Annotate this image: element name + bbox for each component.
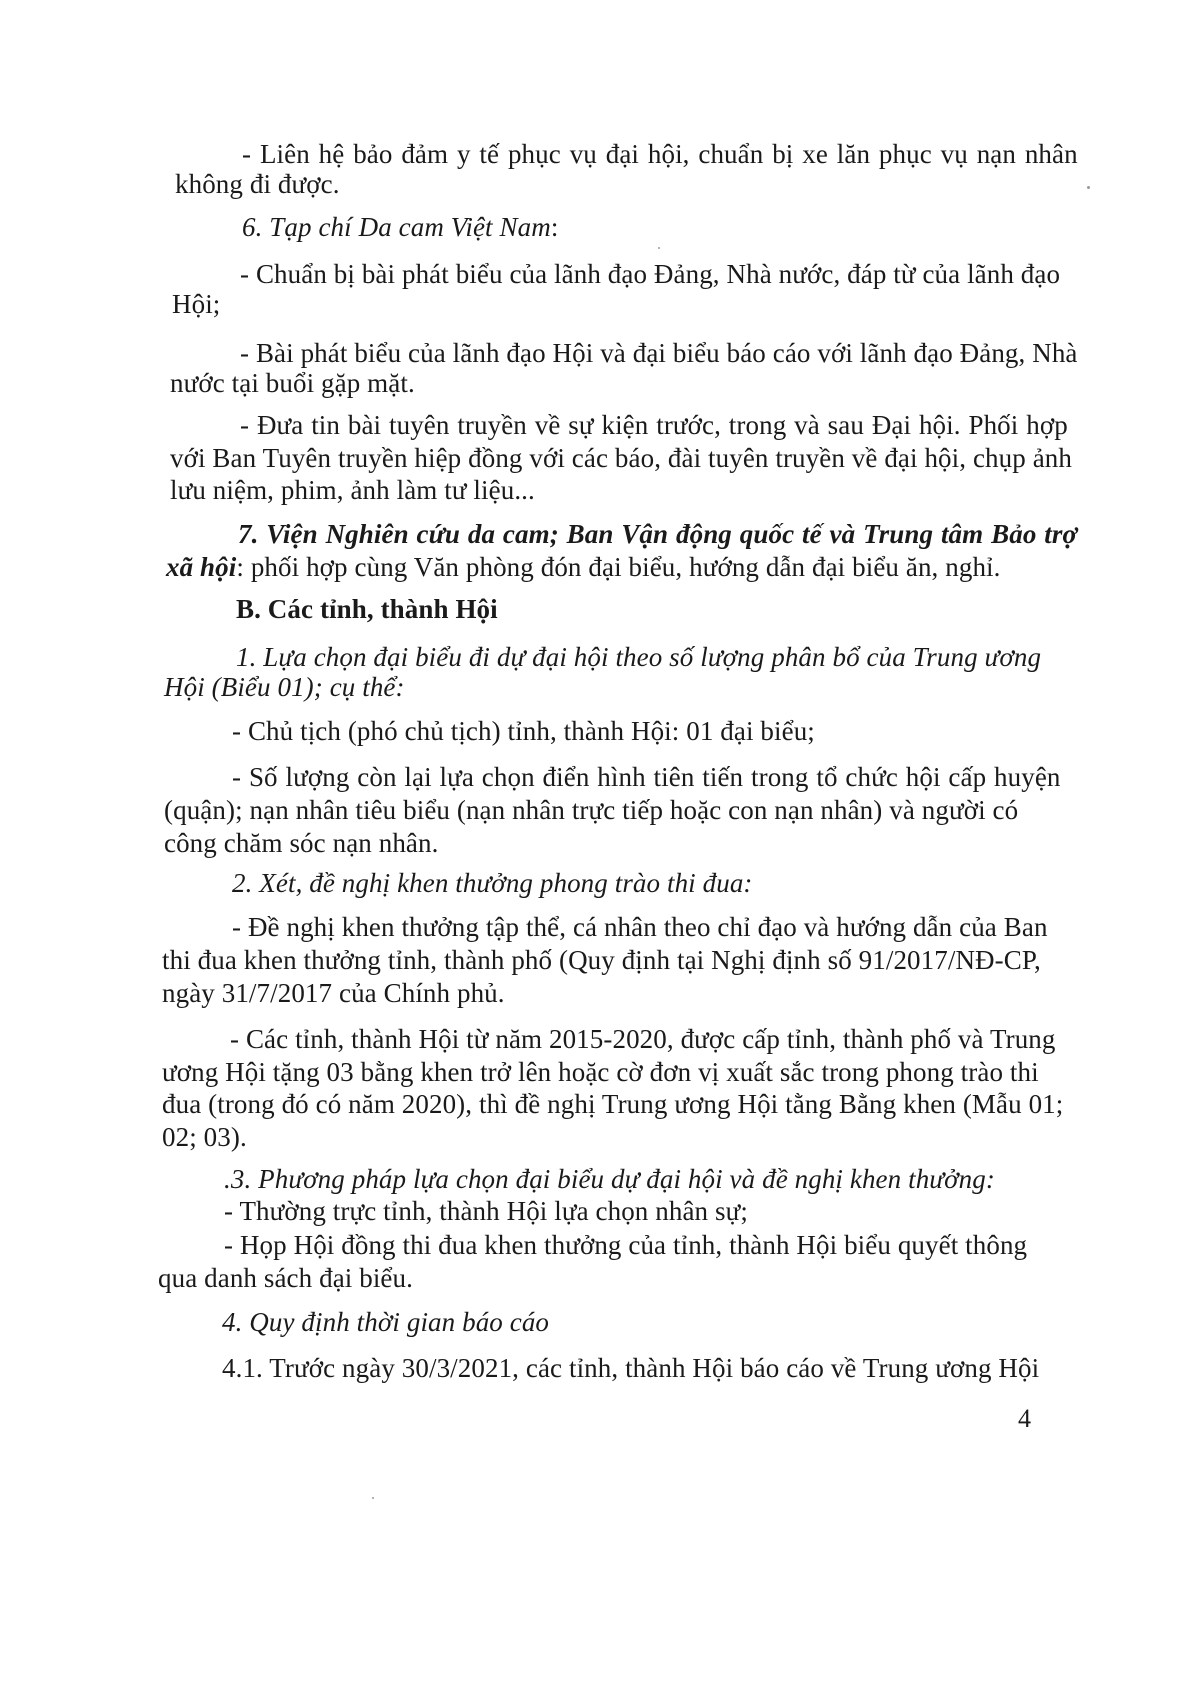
heading-6-colon: : <box>550 212 559 242</box>
line-l7: - Đưa tin bài tuyên truyền về sự kiện trước, trong và sau Đại hội. Phối hợp <box>240 410 1068 440</box>
b1-line2: Hội (Biểu 01); cụ thể: <box>164 672 405 702</box>
line-l8: với Ban Tuyên truyền hiệp đồng với các báo, đài tuyên truyền về đại hội, chụp ảnh <box>170 443 1072 473</box>
heading-7-line2 <box>166 550 1001 584</box>
line-l17: - Các tỉnh, thành Hội từ năm 2015-2020, được cấp tỉnh, thành phố và Trung <box>230 1024 1056 1054</box>
b2-heading: 2. Xét, đề nghị khen thưởng phong trào thi đua: <box>232 868 753 898</box>
b1-line1: 1. Lựa chọn đại biểu đi dự đại hội theo số lượng phân bổ của Trung ương <box>236 642 1042 672</box>
line-l14: - Đề nghị khen thưởng tập thể, cá nhân theo chỉ đạo và hướng dẫn của Ban <box>232 912 1048 942</box>
line-l18: ương Hội tặng 03 bằng khen trở lên hoặc cờ đơn vị xuất sắc trong phong trào thi <box>162 1057 1039 1087</box>
heading-7-rest: : phối hợp cùng Văn phòng đón đại biểu, hướng dẫn đại biểu ăn, nghỉ. <box>236 552 1001 582</box>
line-l13: công chăm sóc nạn nhân. <box>164 828 439 858</box>
scan-speck <box>372 1497 374 1499</box>
line-l19: đua (trong đó có năm 2020), thì đề nghị Trung ương Hội tằng Bằng khen (Mẫu 01; <box>162 1089 1064 1119</box>
line-l23: qua danh sách đại biểu. <box>158 1263 413 1293</box>
heading-6-text: 6. Tạp chí Da cam Việt Nam <box>242 212 551 242</box>
line-l6: nước tại buổi gặp mặt. <box>170 368 415 398</box>
line-l22: - Họp Hội đồng thi đua khen thưởng của tỉnh, thành Hội biểu quyết thông <box>224 1230 1028 1260</box>
line-l15: thi đua khen thưởng tỉnh, thành phố (Quy định tại Nghị định số 91/2017/NĐ-CP, <box>162 945 1041 975</box>
heading-tap-chi-da-cam <box>242 210 558 244</box>
line-l11: - Số lượng còn lại lựa chọn điển hình tiên tiến trong tổ chức hội cấp huyện <box>232 762 1061 792</box>
line-l9: lưu niệm, phim, ảnh làm tư liệu... <box>170 475 535 505</box>
b3-heading: .3. Phương pháp lựa chọn đại biểu dự đại hội và đề nghị khen thưởng: <box>224 1164 995 1194</box>
line-l1: - Liên hệ bảo đảm y tế phục vụ đại hội, chuẩn bị xe lăn phục vụ nạn nhân <box>242 139 1078 169</box>
heading-7-xa-hoi: xã hội <box>166 552 237 582</box>
line-l21: - Thường trực tỉnh, thành Hội lựa chọn nhân sự; <box>224 1196 748 1226</box>
b4-heading: 4. Quy định thời gian báo cáo <box>222 1307 550 1337</box>
line-l5: - Bài phát biểu của lãnh đạo Hội và đại biểu báo cáo với lãnh đạo Đảng, Nhà <box>240 338 1078 368</box>
line-l3: - Chuẩn bị bài phát biểu của lãnh đạo Đảng, Nhà nước, đáp từ của lãnh đạo <box>240 259 1061 289</box>
section-b-heading: B. Các tỉnh, thành Hội <box>236 594 498 624</box>
line-l2: không đi được. <box>175 169 340 199</box>
page-number: 4 <box>1018 1404 1031 1433</box>
scan-speck <box>1087 186 1090 189</box>
line-l12: (quận); nạn nhân tiêu biểu (nạn nhân trực tiếp hoặc con nạn nhân) và người có <box>164 795 1019 825</box>
line-l16: ngày 31/7/2017 của Chính phủ. <box>162 978 505 1008</box>
line-l20: 02; 03). <box>162 1122 247 1152</box>
line-l4: Hội; <box>172 289 221 319</box>
heading-7-line1: 7. Viện Nghiên cứu da cam; Ban Vận động quốc tế và Trung tâm Bảo trợ <box>238 519 1078 549</box>
scan-speck <box>658 247 660 249</box>
line-l24: 4.1. Trước ngày 30/3/2021, các tỉnh, thành Hội báo cáo về Trung ương Hội <box>222 1353 1040 1383</box>
line-l10: - Chủ tịch (phó chủ tịch) tỉnh, thành Hội: 01 đại biểu; <box>232 716 815 746</box>
